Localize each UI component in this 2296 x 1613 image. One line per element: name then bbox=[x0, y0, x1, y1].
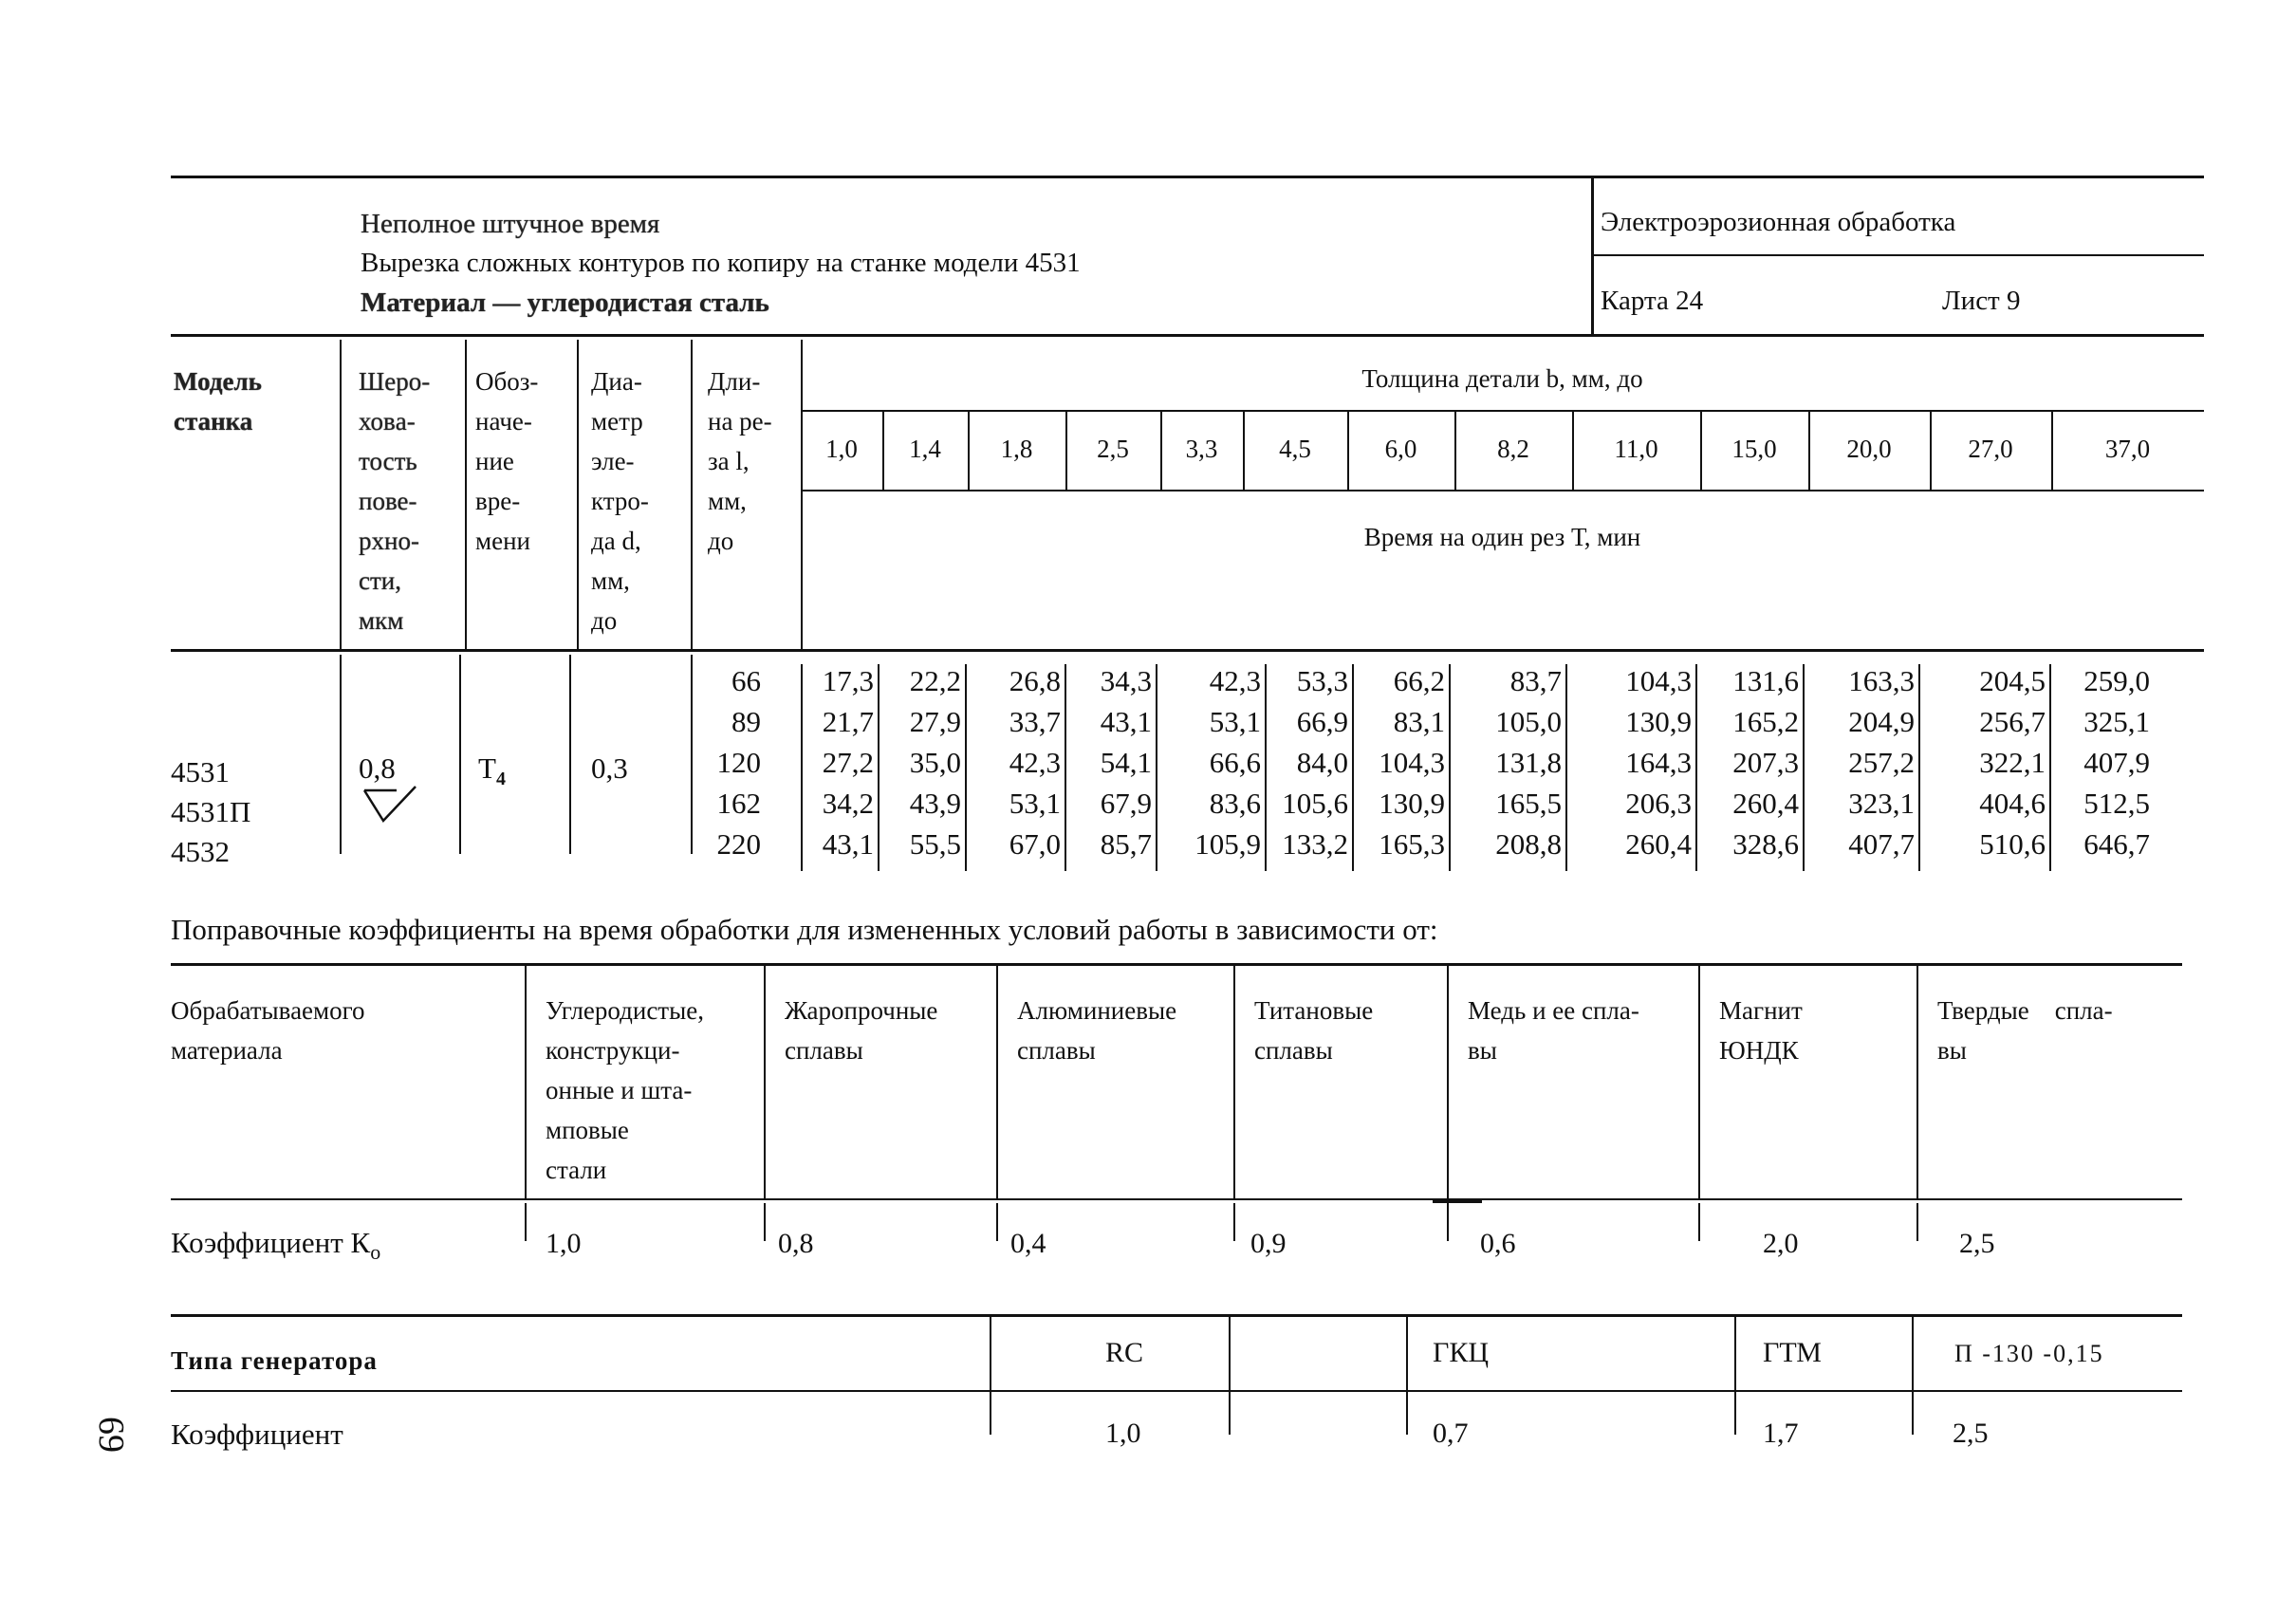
header-line-1: Неполное штучное время bbox=[361, 209, 660, 239]
time-value: 54,1 bbox=[1100, 746, 1152, 779]
thickness-divider bbox=[1700, 410, 1702, 490]
material-cell-line: Твердые спла- bbox=[1937, 996, 2113, 1025]
material-bottom-rule bbox=[171, 1198, 2182, 1200]
coef-divider bbox=[1447, 1203, 1449, 1241]
time-value: 204,9 bbox=[1848, 705, 1915, 738]
gen-divider-5 bbox=[1912, 1317, 1914, 1435]
thickness-cell: 8,2 bbox=[1497, 435, 1529, 463]
thickness-cell: 6,0 bbox=[1384, 435, 1417, 463]
gen-divider-2 bbox=[1229, 1317, 1231, 1435]
material-cell-line: онные и шта- bbox=[546, 1076, 693, 1104]
time-value: 27,9 bbox=[909, 705, 961, 738]
material-cell-line: Титановые bbox=[1254, 996, 1374, 1025]
generator-coef-p130: 2,5 bbox=[1953, 1418, 1989, 1449]
time-value: 17,3 bbox=[822, 664, 874, 697]
time-value: 646,7 bbox=[2083, 827, 2150, 861]
generator-coef-rc: 1,0 bbox=[1105, 1418, 1141, 1449]
machine-models bbox=[171, 752, 250, 872]
material-cell-line: Медь и ее спла- bbox=[1468, 996, 1639, 1025]
time-value: 206,3 bbox=[1625, 787, 1692, 820]
time-value: 105,0 bbox=[1495, 705, 1562, 738]
time-value: 325,1 bbox=[2083, 705, 2150, 738]
time-value: 22,2 bbox=[909, 664, 961, 697]
time-value: 133,2 bbox=[1282, 827, 1348, 861]
thickness-cell: 1,8 bbox=[1000, 435, 1033, 463]
thickness-cell: 1,4 bbox=[909, 435, 941, 463]
thickness-rule-bottom bbox=[801, 490, 2204, 491]
time-col-divider bbox=[1565, 664, 1567, 871]
thickness-cell: 15,0 bbox=[1731, 435, 1777, 463]
coef-value: 1,0 bbox=[546, 1228, 582, 1259]
section-title: Электроэрозионная обработка bbox=[1601, 207, 1956, 237]
diameter-caption: Диа- метр эле- ктро- да d, мм, до bbox=[591, 367, 649, 635]
time-value: 43,9 bbox=[909, 787, 961, 820]
thickness-divider bbox=[1454, 410, 1456, 490]
thickness-title: Толщина детали b, мм, до bbox=[1361, 364, 1643, 393]
header-line-3: Материал — углеродистая сталь bbox=[361, 287, 769, 318]
time-value: 26,8 bbox=[1009, 664, 1061, 697]
time-value: 257,2 bbox=[1848, 746, 1915, 779]
thickness-cell: 11,0 bbox=[1614, 435, 1658, 463]
time-col-divider bbox=[965, 664, 967, 871]
material-cell bbox=[1468, 991, 1693, 1070]
thickness-divider bbox=[1243, 410, 1245, 490]
thickness-divider bbox=[882, 410, 884, 490]
length-caption: Дли- на ре- за l, мм, до bbox=[708, 367, 772, 555]
generator-coef-gkc: 0,7 bbox=[1433, 1418, 1469, 1449]
col-divider-4 bbox=[691, 340, 693, 649]
time-col-divider bbox=[1156, 664, 1157, 871]
material-cell-line: сплавы bbox=[1254, 1036, 1333, 1065]
material-divider bbox=[1698, 966, 1700, 1198]
material-cell bbox=[546, 991, 758, 1190]
coef-k0-label: Коэффициент $К_о$ bbox=[171, 1226, 381, 1265]
gen-divider-4 bbox=[1734, 1317, 1736, 1435]
time-value: 104,3 bbox=[1379, 746, 1445, 779]
time-col-divider bbox=[878, 664, 880, 871]
thickness-divider bbox=[1160, 410, 1162, 490]
material-cell-line: Углеродистые, bbox=[546, 996, 704, 1025]
time-col-divider bbox=[2049, 664, 2051, 871]
time-value: 55,5 bbox=[909, 827, 961, 861]
roughness-symbol bbox=[362, 783, 419, 830]
time-value: 328,6 bbox=[1732, 827, 1799, 861]
thickness-divider bbox=[1808, 410, 1810, 490]
generator-mid-rule bbox=[171, 1390, 2182, 1392]
time-value: 42,3 bbox=[1209, 664, 1261, 697]
time-value: 512,5 bbox=[2083, 787, 2150, 820]
time-col-divider bbox=[1918, 664, 1920, 871]
time-value: 66,2 bbox=[1393, 664, 1445, 697]
time-value: 27,2 bbox=[822, 746, 874, 779]
time-col-divider bbox=[1695, 664, 1697, 871]
material-cell-line: стали bbox=[546, 1156, 607, 1184]
time-value: 407,7 bbox=[1848, 827, 1915, 861]
thickness-cell: 2,5 bbox=[1097, 435, 1129, 463]
cut-length: 89 bbox=[731, 705, 761, 738]
time-value: 322,1 bbox=[1979, 746, 2046, 779]
thickness-cell: 1,0 bbox=[825, 435, 858, 463]
coef-value: 0,4 bbox=[1010, 1228, 1046, 1259]
time-value: 407,9 bbox=[2083, 746, 2150, 779]
coef-value: 2,0 bbox=[1763, 1228, 1799, 1259]
gen-divider-1 bbox=[990, 1317, 991, 1435]
time-value: 323,1 bbox=[1848, 787, 1915, 820]
coef-divider bbox=[1916, 1203, 1918, 1241]
generator-coef-gtm: 1,7 bbox=[1763, 1418, 1799, 1449]
time-value: 84,0 bbox=[1296, 746, 1348, 779]
time-title: Время на один рез Т, мин bbox=[1363, 523, 1641, 551]
time-value: 105,6 bbox=[1282, 787, 1348, 820]
thickness-cell: 4,5 bbox=[1279, 435, 1311, 463]
cut-length: 162 bbox=[716, 787, 761, 820]
body-col-divider-3 bbox=[569, 655, 571, 854]
correction-title: Поправочные коэффициенты на время обработки для измененных условий работы в зависимости от: bbox=[171, 913, 1438, 946]
material-divider bbox=[1916, 966, 1918, 1198]
time-value: 260,4 bbox=[1732, 787, 1799, 820]
time-value: 163,3 bbox=[1848, 664, 1915, 697]
body-col-divider-2 bbox=[459, 655, 461, 854]
time-value: 131,6 bbox=[1732, 664, 1799, 697]
time-col-divider bbox=[1065, 664, 1066, 871]
material-cell-line: конструкци- bbox=[546, 1036, 680, 1065]
material-label: Обрабатываемого материала bbox=[171, 996, 365, 1065]
time-value: 67,0 bbox=[1009, 827, 1061, 861]
time-value: 66,6 bbox=[1209, 746, 1261, 779]
material-cell-line: сплавы bbox=[785, 1036, 863, 1065]
time-value: 43,1 bbox=[1100, 705, 1152, 738]
table-header-bottom-rule bbox=[171, 649, 2204, 652]
time-value: 130,9 bbox=[1379, 787, 1445, 820]
material-cell-line: Жаропрочные bbox=[785, 996, 938, 1025]
generator-p130: П -130 -0,15 bbox=[1954, 1340, 2104, 1367]
coef-value: 0,8 bbox=[778, 1228, 814, 1259]
time-value: 34,3 bbox=[1100, 664, 1152, 697]
roughness-value: 0,8 bbox=[359, 751, 396, 785]
material-divider bbox=[764, 966, 766, 1198]
col-divider-3 bbox=[577, 340, 579, 649]
coef-divider bbox=[1698, 1203, 1700, 1241]
time-value: 66,9 bbox=[1296, 705, 1348, 738]
thickness-divider bbox=[1572, 410, 1574, 490]
gen-divider-3 bbox=[1406, 1317, 1408, 1435]
coef-value: 2,5 bbox=[1959, 1228, 1995, 1259]
time-value: 21,7 bbox=[822, 705, 874, 738]
coef-value: 0,6 bbox=[1480, 1228, 1516, 1259]
time-value: 67,9 bbox=[1100, 787, 1152, 820]
material-cell-line: вы bbox=[1937, 1036, 1967, 1065]
electrode-diameter: 0,3 bbox=[591, 751, 628, 785]
generator-coef-label: Коэффициент bbox=[171, 1418, 343, 1451]
material-cell bbox=[1719, 991, 1911, 1070]
time-value: 259,0 bbox=[2083, 664, 2150, 697]
model-caption: Модель станка bbox=[174, 367, 262, 436]
material-cell bbox=[785, 991, 991, 1070]
time-value: 260,4 bbox=[1625, 827, 1692, 861]
time-value: 130,9 bbox=[1625, 705, 1692, 738]
time-value: 53,1 bbox=[1209, 705, 1261, 738]
material-cell-line: ЮНДК bbox=[1719, 1036, 1799, 1065]
material-cell bbox=[1254, 991, 1441, 1070]
header-line-2: Вырезка сложных контуров по копиру на станке модели 4531 bbox=[361, 248, 1081, 278]
material-cell-line: мповые bbox=[546, 1116, 629, 1144]
time-value: 165,2 bbox=[1732, 705, 1799, 738]
time-value: 53,1 bbox=[1009, 787, 1061, 820]
roughness-triangle-icon bbox=[362, 783, 419, 825]
correction-top-rule bbox=[171, 963, 2182, 966]
time-value: 164,3 bbox=[1625, 746, 1692, 779]
cut-length: 66 bbox=[731, 664, 761, 697]
coef-divider bbox=[764, 1203, 766, 1241]
coef-divider bbox=[525, 1203, 527, 1241]
time-value: 42,3 bbox=[1009, 746, 1061, 779]
time-value: 33,7 bbox=[1009, 705, 1061, 738]
time-value: 83,1 bbox=[1393, 705, 1445, 738]
thickness-cell: 27,0 bbox=[1968, 435, 2013, 463]
time-value: 43,1 bbox=[822, 827, 874, 861]
roughness-caption: Шеро- ховa- тость пове- рхно- сти, мкм bbox=[359, 367, 431, 635]
thickness-divider bbox=[968, 410, 970, 490]
material-divider bbox=[996, 966, 998, 1198]
model-4531: 4531 bbox=[171, 755, 230, 788]
model-4531p: 4531П bbox=[171, 795, 251, 828]
material-cell bbox=[1017, 991, 1228, 1070]
thickness-rule-top bbox=[801, 410, 2204, 412]
thickness-divider bbox=[1065, 410, 1067, 490]
designation-caption: Обоз- наче- ние вре- мени bbox=[475, 367, 539, 555]
time-value: 83,7 bbox=[1509, 664, 1562, 697]
time-col-divider bbox=[1352, 664, 1354, 871]
body-col-divider-1 bbox=[340, 655, 342, 854]
material-cell-line: сплавы bbox=[1017, 1036, 1096, 1065]
time-value: 204,5 bbox=[1979, 664, 2046, 697]
time-value: 208,8 bbox=[1495, 827, 1562, 861]
col-divider-1 bbox=[340, 340, 342, 649]
coef-value: 0,9 bbox=[1250, 1228, 1287, 1259]
generator-gtm: ГТМ bbox=[1763, 1337, 1822, 1368]
time-value: 34,2 bbox=[822, 787, 874, 820]
top-rule bbox=[171, 176, 2204, 178]
time-value: 256,7 bbox=[1979, 705, 2046, 738]
generator-gkc: ГКЦ bbox=[1433, 1337, 1490, 1368]
time-value: 131,8 bbox=[1495, 746, 1562, 779]
col-divider-2 bbox=[465, 340, 467, 649]
time-col-divider bbox=[1449, 664, 1451, 871]
material-divider bbox=[1447, 966, 1449, 1198]
time-value: 105,9 bbox=[1194, 827, 1261, 861]
thickness-cell: 20,0 bbox=[1846, 435, 1892, 463]
thickness-divider bbox=[1930, 410, 1932, 490]
cut-length: 120 bbox=[716, 746, 761, 779]
model-4532: 4532 bbox=[171, 835, 230, 868]
time-value: 165,5 bbox=[1495, 787, 1562, 820]
time-value: 404,6 bbox=[1979, 787, 2046, 820]
time-col-divider bbox=[801, 664, 803, 871]
time-value: 53,3 bbox=[1296, 664, 1348, 697]
time-value: 104,3 bbox=[1625, 664, 1692, 697]
time-value: 510,6 bbox=[1979, 827, 2046, 861]
material-divider bbox=[1233, 966, 1235, 1198]
thickness-cell: 37,0 bbox=[2104, 435, 2151, 463]
generator-label: Типа генератора bbox=[171, 1346, 378, 1375]
material-cell-line: Алюминиевые bbox=[1017, 996, 1177, 1025]
time-col-divider bbox=[1803, 664, 1805, 871]
material-cell-line: вы bbox=[1468, 1036, 1497, 1065]
generator-top-rule bbox=[171, 1314, 2182, 1317]
time-value: 207,3 bbox=[1732, 746, 1799, 779]
material-divider bbox=[525, 966, 527, 1198]
material-cell-line: Магнит bbox=[1719, 996, 1803, 1025]
time-col-divider bbox=[1265, 664, 1267, 871]
page-number: 69 bbox=[91, 1417, 131, 1453]
material-cell bbox=[1937, 991, 2176, 1070]
coef-divider bbox=[1233, 1203, 1235, 1241]
time-value: 85,7 bbox=[1100, 827, 1152, 861]
generator-rc: RC bbox=[1105, 1337, 1144, 1368]
cut-length: 220 bbox=[716, 827, 761, 861]
header-right-rule bbox=[1591, 254, 2204, 256]
time-value: 83,6 bbox=[1209, 787, 1261, 820]
thickness-divider bbox=[1347, 410, 1349, 490]
sheet-number: Лист 9 bbox=[1942, 286, 2021, 316]
material-rule-mark bbox=[1433, 1200, 1482, 1203]
thickness-divider bbox=[2051, 410, 2053, 490]
coef-divider bbox=[996, 1203, 998, 1241]
time-value: 165,3 bbox=[1379, 827, 1445, 861]
card-number: Карта 24 bbox=[1601, 286, 1704, 316]
thickness-cell: 3,3 bbox=[1185, 435, 1218, 463]
time-value: 35,0 bbox=[909, 746, 961, 779]
header-bottom-rule bbox=[171, 334, 2204, 337]
time-designation: $T_4$ bbox=[478, 751, 506, 790]
